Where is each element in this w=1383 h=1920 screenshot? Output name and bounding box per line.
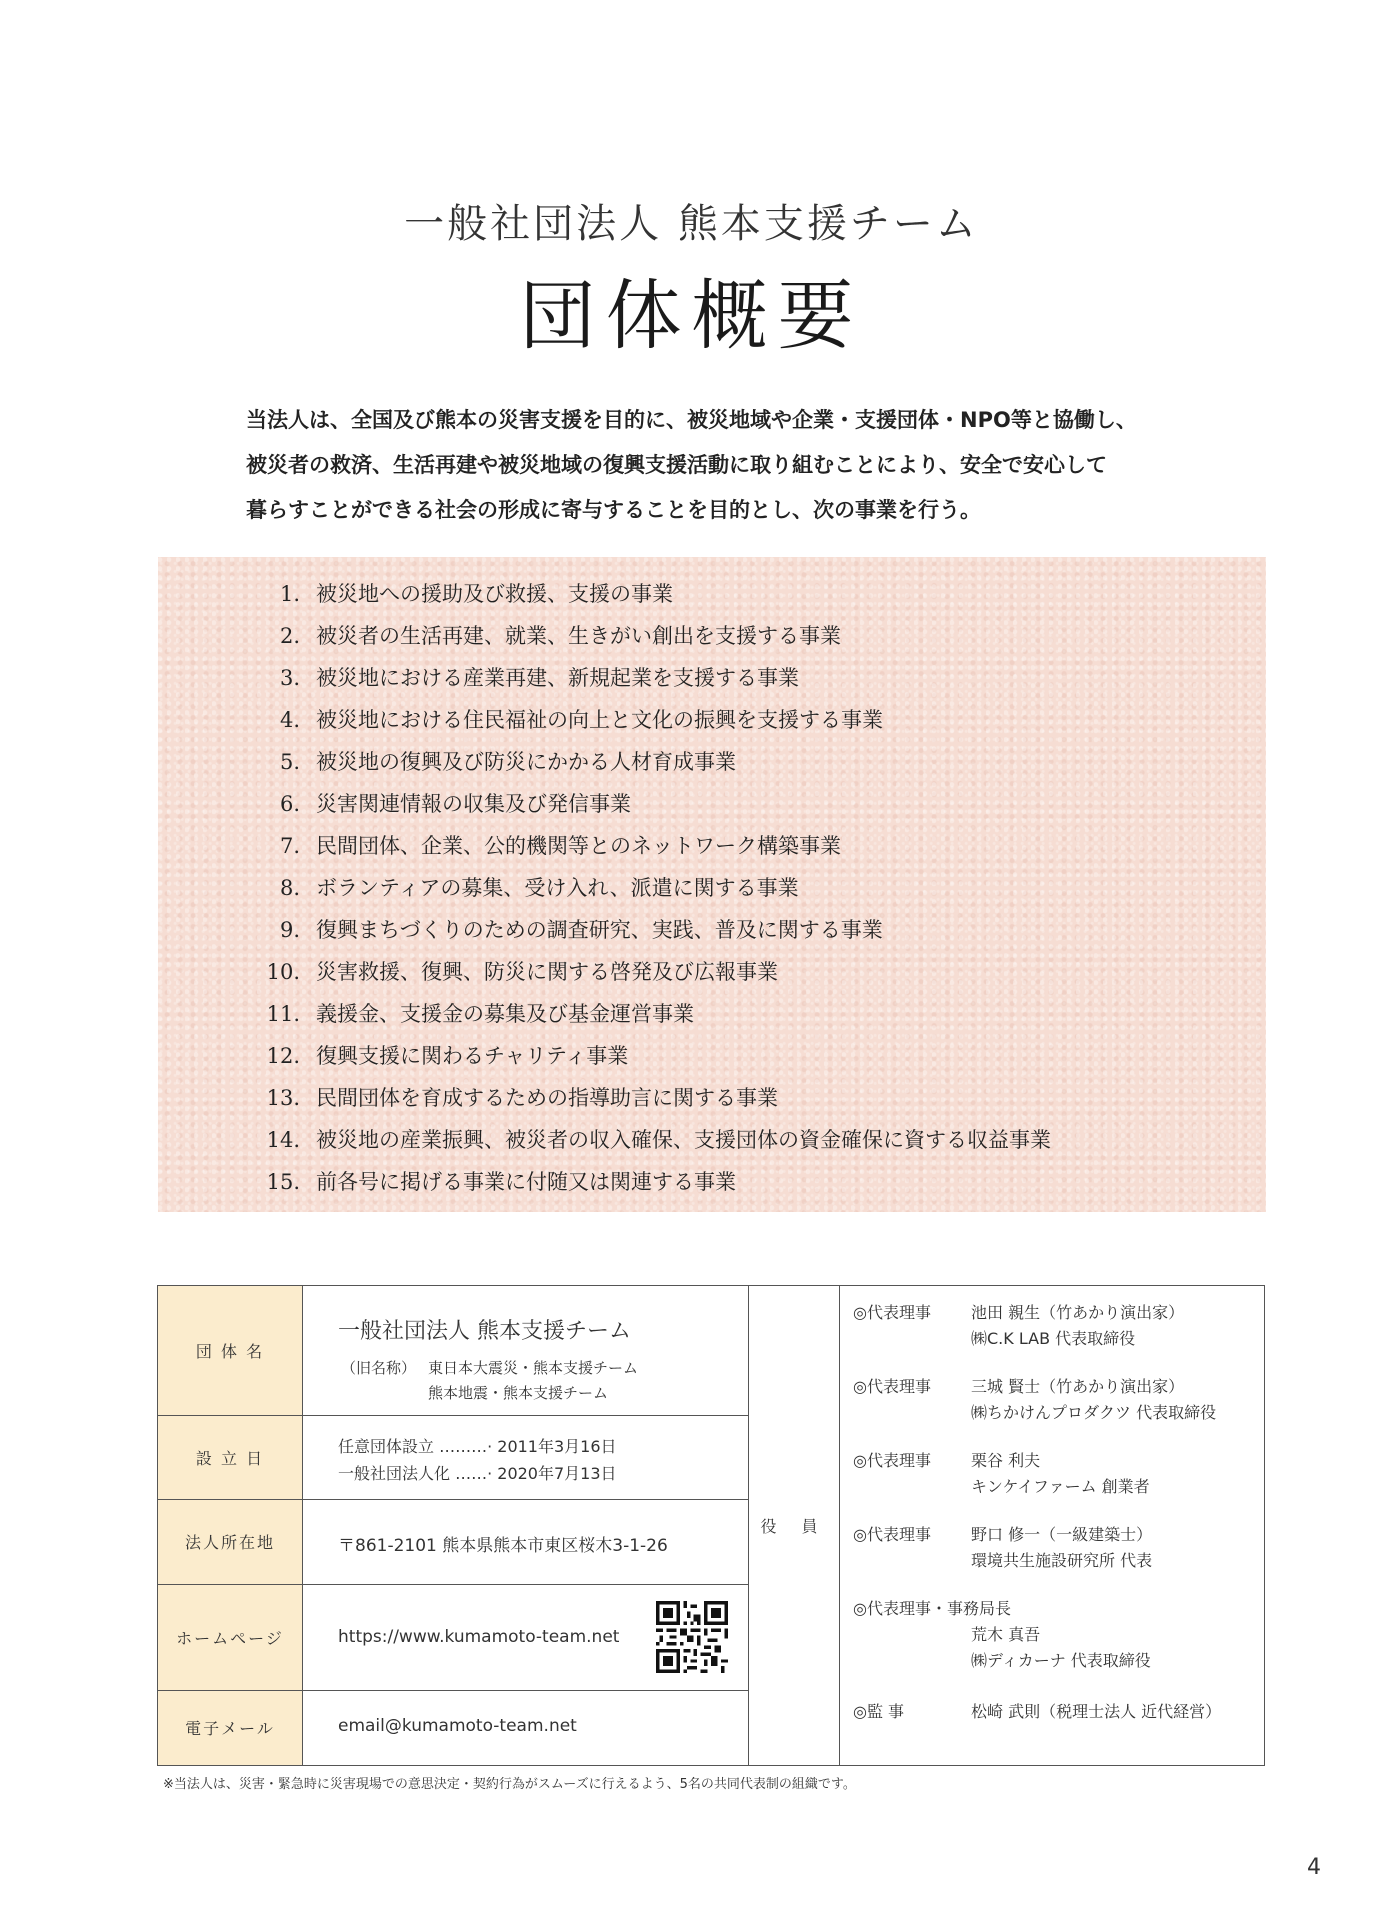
officer-name: 松崎 武則（税理士法人 近代経営）	[971, 1702, 1222, 1721]
officer-entry	[853, 1448, 1040, 1471]
officer-entry	[853, 1522, 1152, 1545]
officer-entry	[853, 1300, 1184, 1323]
officer-entry	[853, 1596, 1011, 1619]
purpose-item	[262, 909, 1222, 951]
purpose-text: 民間団体を育成するための指導助言に関する事業	[316, 1086, 778, 1110]
purpose-number: 6.	[279, 792, 300, 816]
purpose-number: 12.	[266, 1044, 300, 1068]
purpose-item	[262, 699, 1222, 741]
officer-role: ◎代表理事	[853, 1451, 931, 1470]
page-title: 団体概要	[519, 271, 864, 360]
purpose-text: ボランティアの募集、受け入れ、派遣に関する事業	[316, 876, 799, 900]
intro-line: 当法人は、全国及び熊本の災害支援を目的に、被災地域や企業・支援団体・NPO等と協働し、	[246, 408, 1137, 432]
row-divider	[158, 1415, 748, 1416]
intro-line: 被災者の救済、生活再建や被災地域の復興支援活動に取り組むことにより、安全で安心して	[246, 453, 1107, 477]
purpose-item	[262, 1119, 1222, 1161]
purpose-item	[262, 657, 1222, 699]
purpose-text: 災害救援、復興、防災に関する啓発及び広報事業	[316, 960, 778, 984]
org-name-label: 団 体 名	[158, 1286, 303, 1415]
purpose-text: 復興まちづくりのための調査研究、実践、普及に関する事業	[316, 918, 883, 942]
officer-title: 環境共生施設研究所 代表	[971, 1551, 1153, 1570]
purpose-number: 3.	[279, 666, 300, 690]
purpose-number: 4.	[279, 708, 300, 732]
officer-role: ◎代表理事	[853, 1377, 931, 1396]
officer-role: ◎代表理事	[853, 1525, 931, 1544]
intro-line: 暮らすことができる社会の形成に寄与することを目的とし、次の事業を行う。	[246, 498, 981, 522]
qr-code-icon	[656, 1601, 728, 1673]
former-name-label: （旧名称）	[341, 1359, 417, 1377]
purpose-item	[262, 783, 1222, 825]
purpose-text: 復興支援に関わるチャリティ事業	[316, 1044, 629, 1068]
purpose-item	[262, 741, 1222, 783]
purpose-item	[262, 867, 1222, 909]
address-value: 〒861-2101 熊本県熊本市東区桜木3-1-26	[338, 1536, 668, 1556]
officer-name: 野口 修一（一級建築士）	[971, 1525, 1153, 1544]
intro-text	[246, 398, 1176, 533]
purpose-item	[262, 573, 1222, 615]
purpose-number: 2.	[279, 624, 300, 648]
address-label: 法人所在地	[158, 1499, 303, 1584]
purpose-number: 11.	[266, 1002, 300, 1026]
officer-title: キンケイファーム 創業者	[971, 1477, 1150, 1496]
founded-label: 設 立 日	[158, 1415, 303, 1499]
purpose-text: 災害関連情報の収集及び発信事業	[316, 792, 631, 816]
info-table	[157, 1285, 1265, 1766]
purpose-text: 被災地の産業振興、被災者の収入確保、支援団体の資金確保に資する収益事業	[316, 1128, 1051, 1152]
officer-title: ㈱C.K LAB 代表取締役	[971, 1329, 1136, 1348]
officer-title: ㈱ちかけんプロダクツ 代表取締役	[971, 1403, 1217, 1422]
purpose-number: 13.	[266, 1086, 300, 1110]
purpose-number: 10.	[266, 960, 300, 984]
officer-role: ◎代表理事	[853, 1303, 931, 1322]
footnote: ※当法人は、災害・緊急時に災害現場での意思決定・契約行為がスムーズに行えるよう、5名の共同代表制の組織です。	[163, 1777, 856, 1792]
purpose-number: 15.	[266, 1170, 300, 1194]
founded-line: 任意団体設立 ………· 2011年3月16日	[338, 1437, 617, 1456]
purpose-text: 被災地における住民福祉の向上と文化の振興を支援する事業	[316, 708, 883, 732]
email-link[interactable]: email@kumamoto-team.net	[338, 1716, 577, 1736]
former-name-value: 東日本大震災・熊本支援チーム	[428, 1359, 639, 1377]
purpose-text: 被災者の生活再建、就業、生きがい創出を支援する事業	[316, 624, 841, 648]
founded-line: 一般社団法人化 ……· 2020年7月13日	[338, 1464, 617, 1483]
officer-name: 三城 賢士（竹あかり演出家）	[971, 1377, 1185, 1396]
officer-entry	[853, 1699, 1221, 1722]
purpose-item	[262, 615, 1222, 657]
officer-role: ◎監 事	[853, 1702, 905, 1721]
purpose-item	[262, 1077, 1222, 1119]
purpose-number: 7.	[279, 834, 300, 858]
row-divider	[158, 1690, 748, 1691]
purpose-number: 1.	[279, 582, 300, 606]
purpose-text: 被災地への援助及び救援、支援の事業	[316, 582, 673, 606]
purpose-item	[262, 1161, 1222, 1203]
officer-name: 池田 親生（竹あかり演出家）	[971, 1303, 1185, 1322]
email-label: 電子メール	[158, 1690, 303, 1765]
purpose-number: 5.	[279, 750, 300, 774]
org-name-heading: 一般社団法人 熊本支援チーム	[404, 201, 979, 247]
row-divider	[158, 1499, 748, 1500]
officer-role: ◎代表理事・事務局長	[853, 1599, 1011, 1618]
officer-entry	[853, 1374, 1184, 1397]
officers-label: 役 員	[748, 1286, 840, 1765]
purpose-number: 9.	[279, 918, 300, 942]
purpose-list	[262, 573, 1222, 1203]
row-divider	[158, 1584, 748, 1585]
purpose-number: 14.	[266, 1128, 300, 1152]
purpose-text: 義援金、支援金の募集及び基金運営事業	[316, 1002, 694, 1026]
former-name-value: 熊本地震・熊本支援チーム	[428, 1384, 609, 1402]
purpose-text: 前各号に掲げる事業に付随又は関連する事業	[316, 1170, 736, 1194]
homepage-link[interactable]: https://www.kumamoto-team.net	[338, 1627, 620, 1647]
officer-name: 栗谷 利夫	[971, 1451, 1041, 1470]
org-name-value: 一般社団法人 熊本支援チーム	[338, 1319, 631, 1344]
homepage-label: ホームページ	[158, 1584, 303, 1690]
purpose-text: 被災地における産業再建、新規起業を支援する事業	[316, 666, 799, 690]
officer-name: 荒木 真吾	[971, 1625, 1041, 1644]
purpose-number: 8.	[279, 876, 300, 900]
purpose-text: 民間団体、企業、公的機関等とのネットワーク構築事業	[316, 834, 841, 858]
purpose-item	[262, 993, 1222, 1035]
purpose-text: 被災地の復興及び防災にかかる人材育成事業	[316, 750, 736, 774]
page-number: 4	[1307, 1855, 1321, 1880]
purpose-item	[262, 951, 1222, 993]
purpose-item	[262, 825, 1222, 867]
officer-title: ㈱ディカーナ 代表取締役	[971, 1651, 1151, 1670]
purpose-item	[262, 1035, 1222, 1077]
